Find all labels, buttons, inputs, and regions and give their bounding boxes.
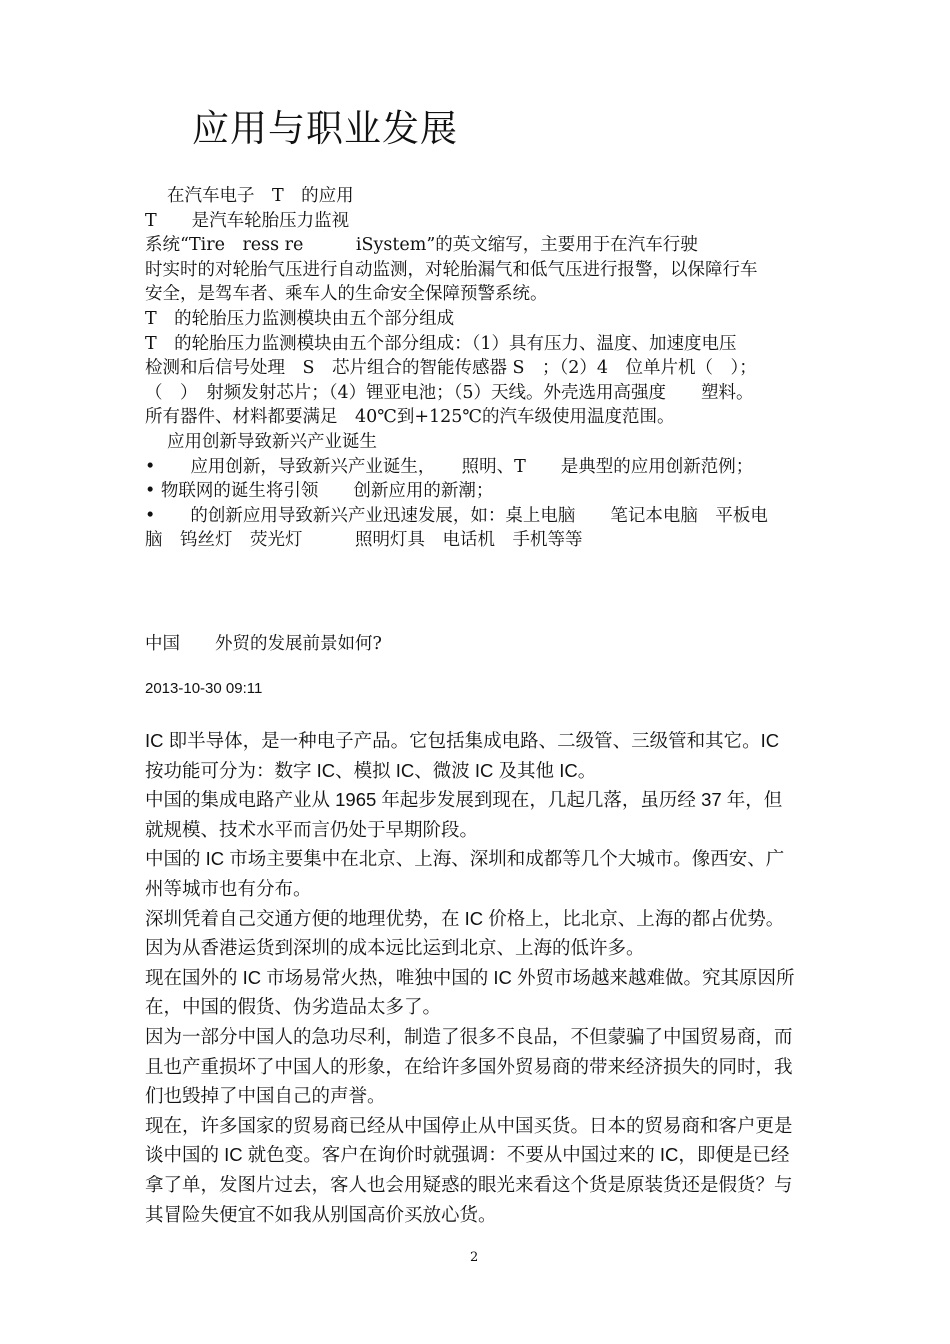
article-line: 在，中国的假货、伪劣造品太多了。 (145, 996, 442, 1018)
page-title: 应用与职业发展 (192, 107, 458, 150)
article-line: 因为从香港运货到深圳的成本远比运到北京、上海的低许多。 (145, 937, 645, 959)
article-line: 中国的 IC 市场主要集中在北京、上海、深圳和成都等几个大城市。像西安、广 (145, 848, 785, 870)
article-body (145, 726, 815, 1229)
article-line: IC 即半导体，是一种电子产品。它包括集成电路、二级管、三级管和其它。IC (145, 730, 780, 751)
page-number: 2 (470, 1250, 479, 1265)
paragraph-line: 安全，是驾车者、乘车人的生命安全保障预警系统。 (145, 284, 548, 305)
article-line: 其冒险失便宜不如我从别国高价买放心货。 (145, 1203, 497, 1225)
article-line: 谈中国的 IC 就色变。客户在询价时就强调：不要从中国过来的 IC，即便是已经 (145, 1144, 790, 1166)
paragraph-line: T 是汽车轮胎压力监视 (145, 210, 350, 231)
article-line: 现在，许多国家的贸易商已经从中国停止从中国买货。日本的贸易商和客户更是 (145, 1114, 793, 1136)
section-tpms (145, 184, 815, 553)
section-heading: 应用创新导致新兴产业诞生 (167, 431, 377, 452)
article-line: 中国的集成电路产业从 1965 年起步发展到现在，几起几落，虽历经 37 年，但 (145, 789, 783, 811)
paragraph-line: （ ） 射频发射芯片；（4）锂亚电池；（5）天线。外壳选用高强度 塑料。 (145, 382, 754, 403)
section-heading: 在汽车电子 T 的应用 (167, 186, 354, 206)
article-line: 且也产重损坏了中国人的形象，在给许多国外贸易商的带来经济损失的同时，我 (145, 1055, 793, 1077)
article-line: 深圳凭着自己交通方便的地理优势，在 IC 价格上，比北京、上海的都占优势。 (145, 907, 785, 929)
article-date: 2013-10-30 09:11 (145, 680, 263, 697)
paragraph-line: 所有器件、材料都要满足 40℃到+125℃的汽车级使用温度范围。 (145, 407, 675, 428)
article-line: 因为一部分中国人的急功尽利，制造了很多不良品，不但蒙骗了中国贸易商，而 (145, 1025, 793, 1047)
article-line: 现在国外的 IC 市场易常火热，唯独中国的 IC 外贸市场越来越难做。究其原因所 (145, 966, 795, 988)
bullet-item-continuation: 脑 钨丝灯 荧光灯 照明灯具 电话机 手机等等 (145, 530, 583, 551)
bullet-item: • 的创新应用导致新兴产业迅速发展，如：桌上电脑 笔记本电脑 平板电 (145, 505, 768, 526)
article-line: 拿了单，发图片过去，客人也会用疑惑的眼光来看这个货是原装货还是假货？与 (145, 1173, 793, 1195)
bullet-item: • 应用创新，导致新兴产业诞生， 照明、T 是典型的应用创新范例； (145, 456, 754, 477)
article-line: 们也毁掉了中国自己的声誉。 (145, 1085, 386, 1107)
article-line: 就规模、技术水平而言仍处于早期阶段。 (145, 818, 479, 840)
paragraph-line: 系统“Tire ress re iSystem”的英文缩写，主要用于在汽车行驶 (145, 235, 698, 256)
article-line: 州等城市也有分布。 (145, 877, 312, 899)
paragraph-line: 时实时的对轮胎气压进行自动监测，对轮胎漏气和低气压进行报警，以保障行车 (145, 259, 758, 280)
paragraph-line: 检测和后信号处理 S 芯片组合的智能传感器 S ；（2）4 位单片机（ ）； (145, 358, 757, 379)
paragraph-line: T 的轮胎压力监测模块由五个部分组成：（1）具有压力、温度、加速度电压 (145, 333, 737, 354)
paragraph-line: T 的轮胎压力监测模块由五个部分组成 (145, 308, 455, 329)
bullet-item: • 物联网的诞生将引领 创新应用的新潮； (145, 481, 494, 502)
article-line: 按功能可分为：数字 IC、模拟 IC、微波 IC 及其他 IC。 (145, 759, 597, 781)
article-question: 中国 外贸的发展前景如何? (145, 634, 382, 654)
